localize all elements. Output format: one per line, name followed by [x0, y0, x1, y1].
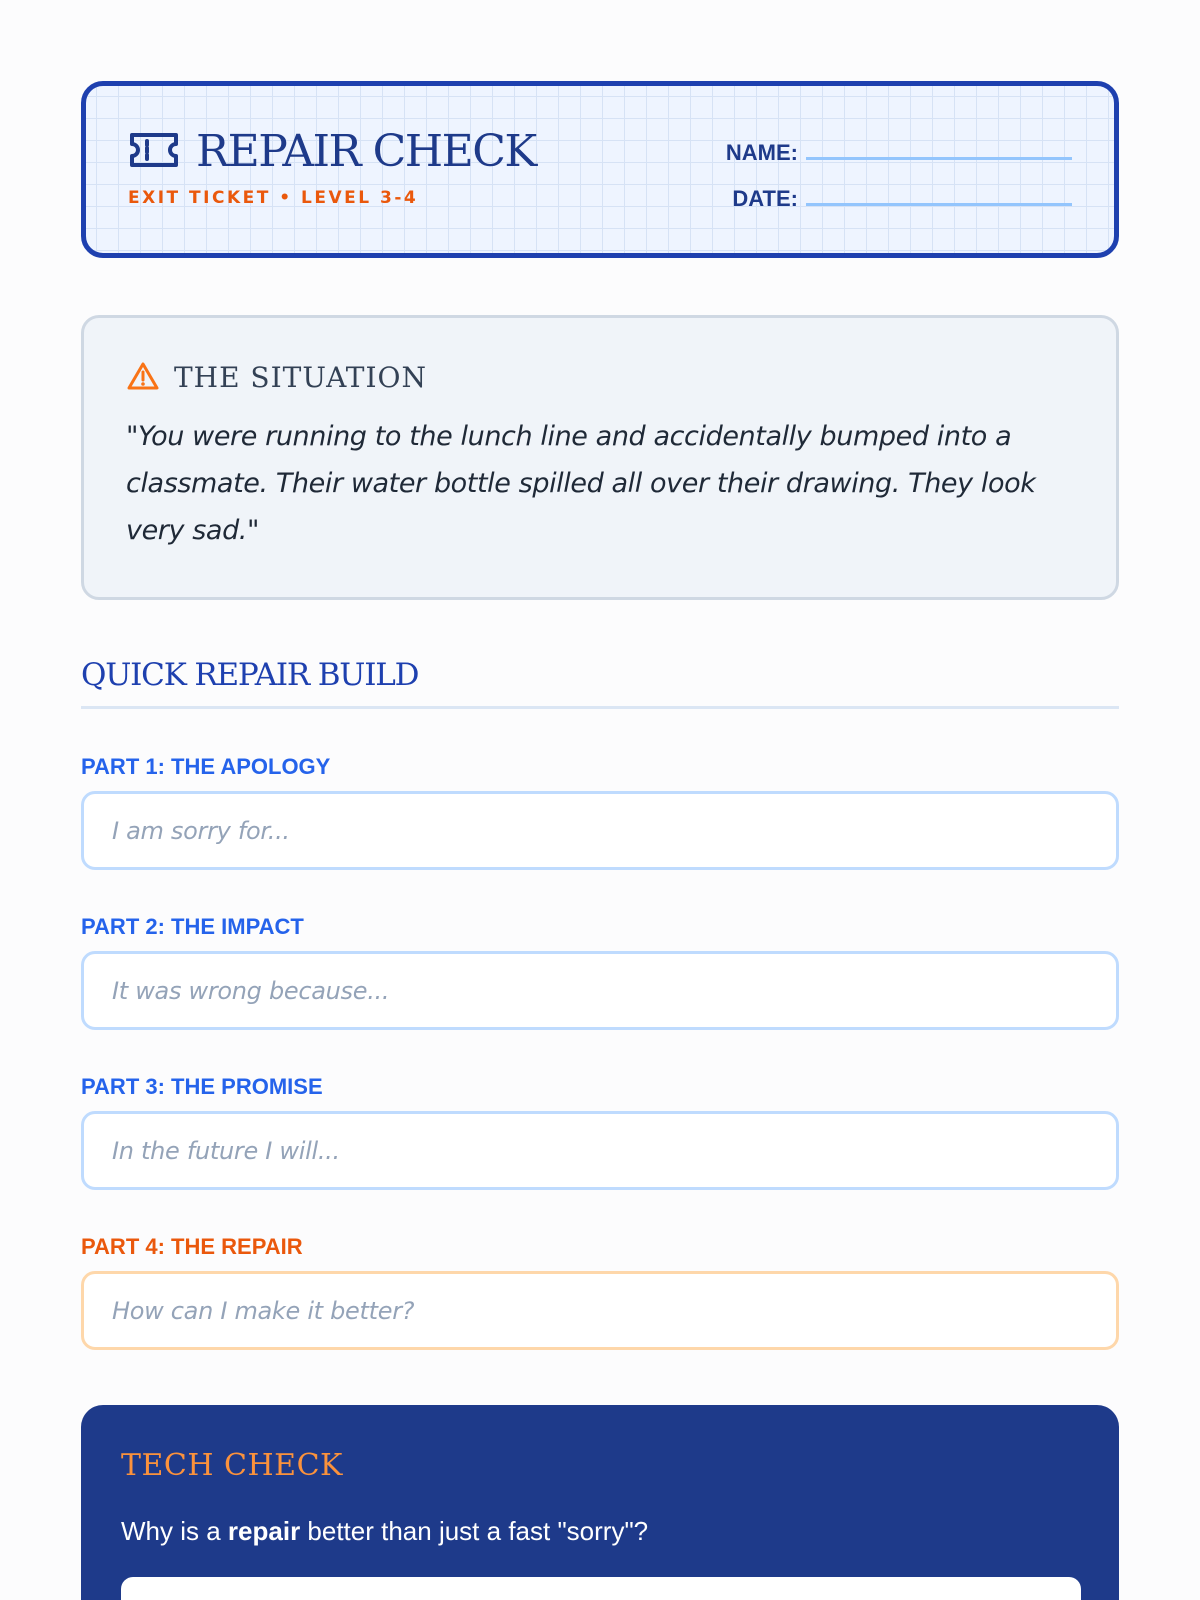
situation-line: classmate. Their water bottle spilled all over their drawing. They look [126, 468, 1036, 499]
header-card [81, 81, 1119, 258]
student-fields [726, 134, 1072, 226]
ticket-icon [128, 131, 196, 173]
part-3-placeholder: In the future I will... [112, 1136, 340, 1165]
tech-check-card [81, 1405, 1119, 1600]
tech-check-question [121, 1518, 1079, 1544]
situation-line: "You were running to the lunch line and accidentally bumped into a [126, 421, 1012, 452]
section-title: QUICK REPAIR BUILD [81, 657, 419, 693]
part-3-label: PART 3: THE PROMISE [81, 1074, 323, 1099]
date-field[interactable] [806, 203, 1072, 206]
tech-check-title: TECH CHECK [121, 1448, 343, 1483]
situation-title: THE SITUATION [174, 361, 427, 394]
part-2-label: PART 2: THE IMPACT [81, 914, 304, 939]
situation-text [126, 413, 1074, 554]
situation-card [81, 315, 1119, 600]
question-text: better than just a fast "sorry"? [300, 1516, 649, 1546]
section-divider [81, 706, 1119, 709]
part-1-label: PART 1: THE APOLOGY [81, 754, 331, 779]
page-title: REPAIR CHECK [196, 126, 536, 177]
part-1-placeholder: I am sorry for... [112, 816, 290, 845]
name-field[interactable] [806, 157, 1072, 160]
part-1-input[interactable] [81, 791, 1119, 870]
question-emphasis: repair [227, 1516, 301, 1546]
part-4-input[interactable] [81, 1271, 1119, 1350]
date-label: DATE: [732, 186, 798, 211]
part-2-input[interactable] [81, 951, 1119, 1030]
brand [128, 126, 536, 208]
part-2-placeholder: It was wrong because... [112, 976, 390, 1005]
part-3-input[interactable] [81, 1111, 1119, 1190]
part-4-label: PART 4: THE REPAIR [81, 1234, 303, 1259]
warning-icon [126, 361, 174, 395]
question-text: Why is a [121, 1516, 228, 1546]
tech-check-answer-field[interactable] [121, 1577, 1081, 1600]
page-subtitle: EXIT TICKET • LEVEL 3-4 [128, 188, 419, 208]
part-4-placeholder: How can I make it better? [112, 1296, 415, 1325]
name-label: NAME: [725, 140, 798, 165]
name-row [726, 134, 1072, 164]
situation-line: very sad." [126, 515, 260, 546]
date-row [726, 180, 1072, 210]
